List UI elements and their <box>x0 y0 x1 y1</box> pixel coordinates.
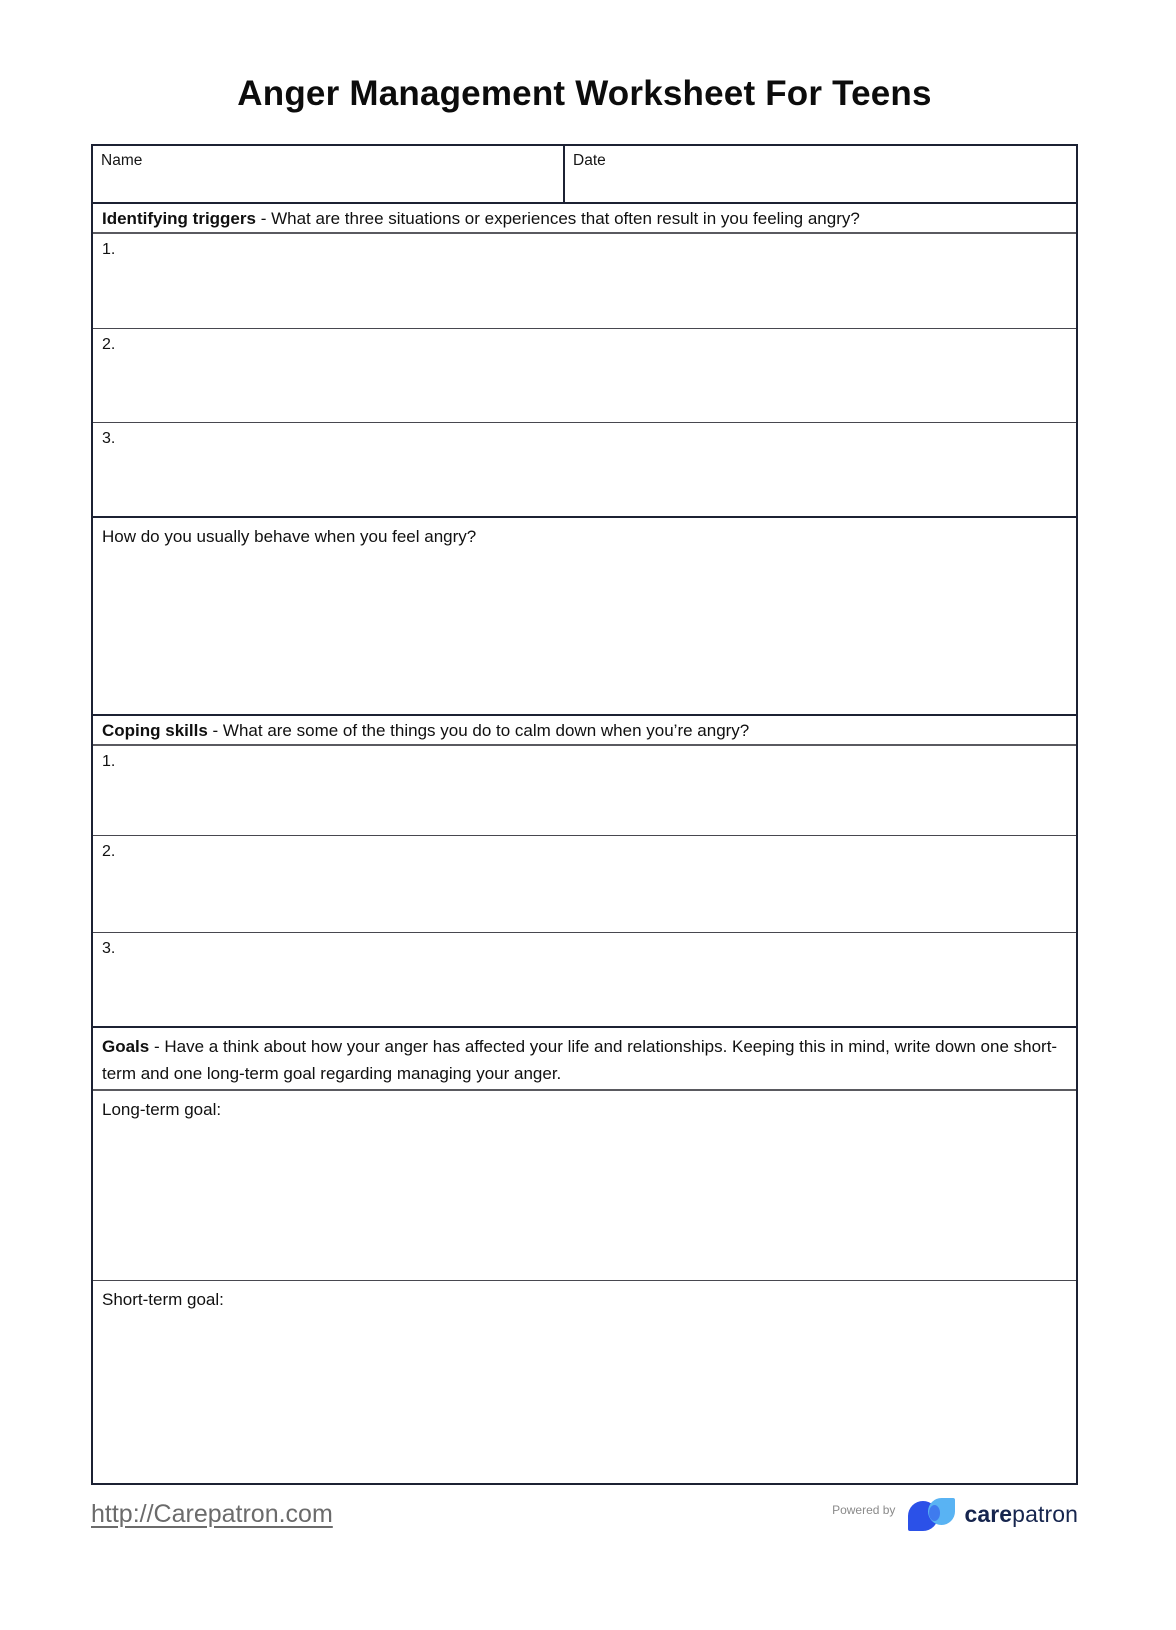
coping-answer-3-number: 3. <box>102 940 116 957</box>
name-field[interactable] <box>93 146 565 202</box>
page-title: Anger Management Worksheet For Teens <box>237 74 932 113</box>
trigger-answer-2[interactable] <box>93 329 1076 423</box>
identifying-triggers-heading-prompt: - What are three situations or experiences that often result in you feeling angry? <box>260 209 860 228</box>
goals-heading <box>93 1028 1076 1091</box>
powered-by-label: Powered by <box>832 1502 896 1517</box>
trigger-answer-1[interactable] <box>93 234 1076 329</box>
identifying-triggers-heading <box>93 204 1076 234</box>
carepatron-wordmark-patron: patron <box>1012 1501 1078 1527</box>
coping-answer-2-number: 2. <box>102 843 116 860</box>
carepatron-wordmark <box>964 1501 1078 1528</box>
trigger-answer-3[interactable] <box>93 423 1076 518</box>
behavior-answer-box[interactable] <box>93 518 1076 716</box>
goals-heading-prompt: - Have a think about how your anger has affected your life and relationships. Keeping this in mind, write down one short-term and one long-term goal regarding managing your anger. <box>102 1037 1058 1083</box>
coping-skills-heading-bold: Coping skills <box>102 721 208 740</box>
coping-answer-2[interactable] <box>93 836 1076 933</box>
worksheet-table <box>91 144 1078 1485</box>
identifying-triggers-heading-bold: Identifying triggers <box>102 209 256 228</box>
coping-skills-heading-prompt: - What are some of the things you do to calm down when you’re angry? <box>212 721 750 740</box>
footer <box>91 1498 1078 1531</box>
long-term-goal-label: Long-term goal: <box>102 1100 222 1119</box>
behavior-question: How do you usually behave when you feel angry? <box>102 527 477 546</box>
coping-skills-heading <box>93 716 1076 746</box>
coping-answer-3[interactable] <box>93 933 1076 1028</box>
coping-answer-1[interactable] <box>93 746 1076 836</box>
long-term-goal-box[interactable] <box>93 1091 1076 1281</box>
date-label: Date <box>573 152 606 169</box>
short-term-goal-box[interactable] <box>93 1281 1076 1483</box>
short-term-goal-label: Short-term goal: <box>102 1290 224 1309</box>
date-field[interactable] <box>565 146 1076 202</box>
name-date-row <box>93 146 1076 204</box>
carepatron-brand <box>832 1498 1078 1531</box>
carepatron-logo-icon <box>908 1498 958 1531</box>
trigger-answer-3-number: 3. <box>102 430 116 447</box>
goals-heading-bold: Goals <box>102 1037 150 1056</box>
carepatron-wordmark-care: care <box>964 1501 1013 1527</box>
trigger-answer-1-number: 1. <box>102 241 116 258</box>
name-label: Name <box>101 152 143 169</box>
trigger-answer-2-number: 2. <box>102 336 116 353</box>
carepatron-link[interactable]: http://Carepatron.com <box>91 1500 333 1528</box>
coping-answer-1-number: 1. <box>102 753 116 770</box>
